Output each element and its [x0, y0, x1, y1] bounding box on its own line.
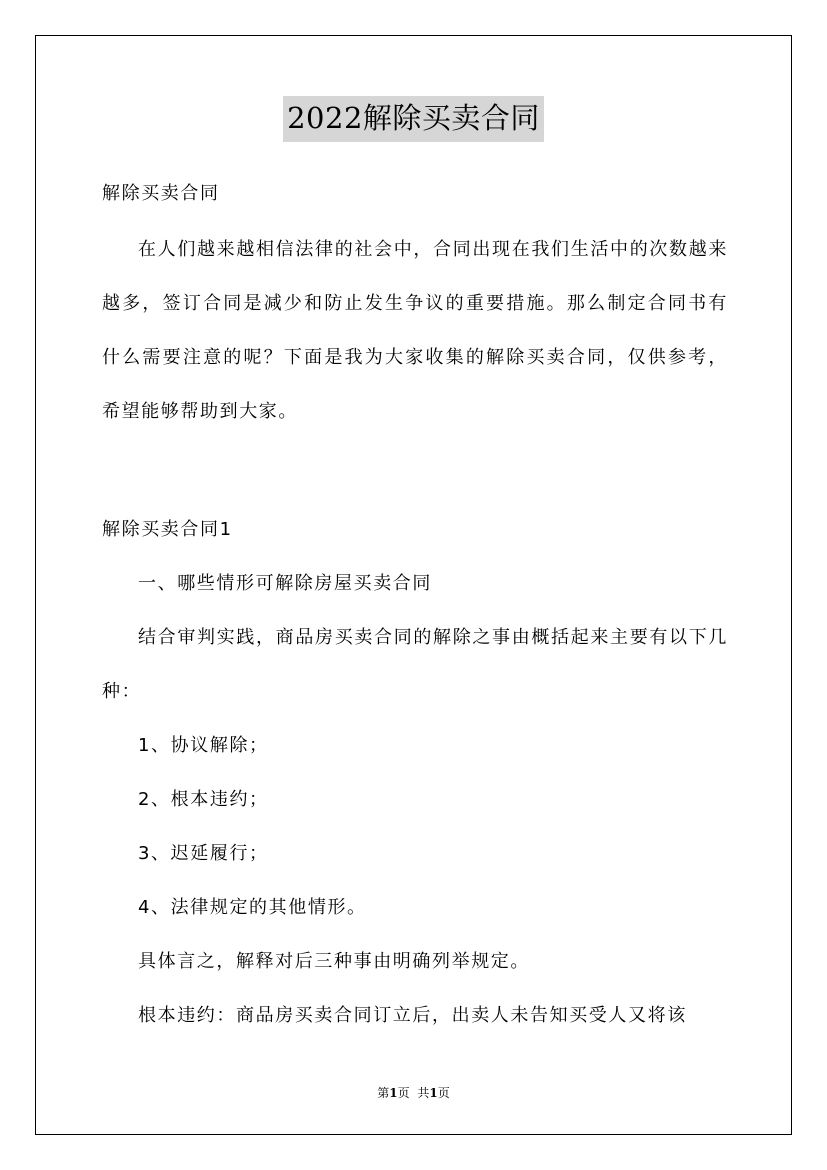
page-footer: [0, 1084, 827, 1101]
page-prefix: 第: [377, 1086, 390, 1100]
list-item: 1、协议解除；: [138, 735, 269, 756]
body-paragraph: 根本违约：商品房买卖合同订立后，出卖人未告知买受人又将该: [138, 1005, 687, 1026]
total-suffix: 页: [437, 1086, 450, 1100]
page-suffix: 页: [397, 1086, 410, 1100]
list-item: 4、法律规定的其他情形。: [138, 897, 367, 918]
blank-line: [102, 439, 728, 503]
document-title: 2022解除买卖合同: [283, 96, 544, 142]
section-heading: 解除买卖合同: [102, 183, 220, 204]
list-item: 3、迟延履行；: [138, 843, 269, 864]
document-body: [102, 172, 728, 1043]
body-paragraph: 具体言之，解释对后三种事由明确列举规定。: [138, 951, 530, 972]
section-heading-1: 解除买卖合同1: [102, 519, 233, 540]
list-item: 2、根本违约；: [138, 789, 269, 810]
intro-paragraph: 在人们越来越相信法律的社会中，合同出现在我们生活中的次数越来越多，签订合同是减少和防止发生争议的重要措施。那么制定合同书有什么需要注意的呢？下面是我为大家收集的解除买卖合同，仅供参考，希望能够帮助到大家。: [102, 239, 728, 422]
total-prefix: 共: [417, 1086, 430, 1100]
document-title-wrap: [0, 96, 827, 142]
subheading: 一、哪些情形可解除房屋买卖合同: [138, 573, 432, 594]
body-paragraph: 结合审判实践，商品房买卖合同的解除之事由概括起来主要有以下几种：: [102, 627, 728, 702]
page-number: 1: [389, 1086, 398, 1100]
total-number: 1: [429, 1086, 438, 1100]
